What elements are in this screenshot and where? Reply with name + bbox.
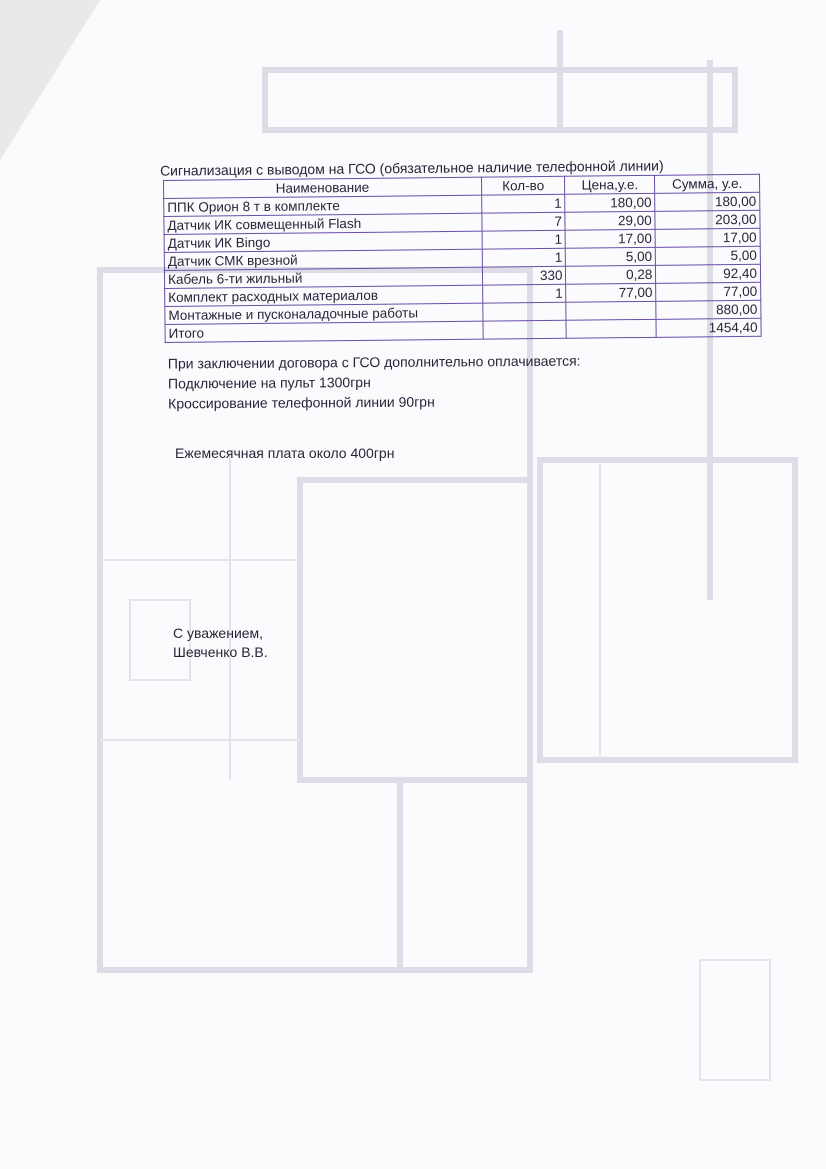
- header-qty: Кол-во: [481, 176, 565, 195]
- row-qty: 1: [482, 248, 566, 267]
- row-qty: 7: [482, 212, 566, 231]
- row-price: 5,00: [566, 247, 656, 266]
- row-sum: 17,00: [655, 228, 760, 247]
- row-name: ППК Орион 8 т в комплекте: [164, 195, 482, 216]
- header-price: Цена,у.е.: [565, 175, 655, 194]
- regards-text: С уважением,: [173, 625, 264, 641]
- estimate-table: [163, 174, 762, 343]
- row-name: Комплект расходных материалов: [165, 285, 483, 306]
- row-price: 0,28: [566, 265, 656, 284]
- total-qty: [483, 320, 567, 339]
- notes-line-3: Кроссирование телефонной линии 90грн: [168, 393, 435, 412]
- notes-line-1: При заключении договора с ГСО дополнительно оплачивается:: [167, 352, 581, 372]
- row-qty: 1: [481, 194, 565, 213]
- row-sum: 880,00: [656, 300, 761, 319]
- header-sum: Сумма, у.е.: [655, 174, 760, 193]
- row-name: Датчик ИК совмещенный Flash: [164, 213, 482, 234]
- row-name: Монтажные и пусконаладочные работы: [165, 303, 483, 324]
- total-sum: 1454,40: [656, 318, 761, 337]
- row-name: Датчик СМК врезной: [164, 249, 482, 270]
- total-label: Итого: [165, 321, 483, 342]
- total-price: [566, 319, 656, 338]
- signature-block: [173, 624, 268, 662]
- row-name: Кабель 6-ти жильный: [164, 267, 482, 288]
- notes-line-2: Подключение на пульт 1300грн: [167, 374, 371, 392]
- row-price: 17,00: [566, 229, 656, 248]
- signer-name: Шевченко В.В.: [173, 644, 268, 660]
- estimate-title: Сигнализация с выводом на ГСО (обязательное наличие телефонной линии): [159, 157, 664, 179]
- row-name: Датчик ИК Bingo: [164, 231, 482, 252]
- row-sum: 203,00: [655, 210, 760, 229]
- row-qty: [483, 302, 567, 321]
- row-sum: 77,00: [656, 282, 761, 301]
- row-qty: 1: [482, 284, 566, 303]
- row-sum: 92,40: [656, 264, 761, 283]
- row-price: 77,00: [566, 283, 656, 302]
- contract-notes: [168, 351, 581, 414]
- row-price: 29,00: [565, 211, 655, 230]
- row-price: 180,00: [565, 193, 655, 212]
- header-name: Наименование: [164, 177, 482, 198]
- folded-corner: [0, 0, 100, 160]
- row-qty: 1: [482, 230, 566, 249]
- row-sum: 180,00: [655, 192, 760, 211]
- row-qty: 330: [482, 266, 566, 285]
- row-price: [566, 301, 656, 320]
- row-sum: 5,00: [656, 246, 761, 265]
- monthly-fee: Ежемесячная плата около 400грн: [175, 445, 395, 461]
